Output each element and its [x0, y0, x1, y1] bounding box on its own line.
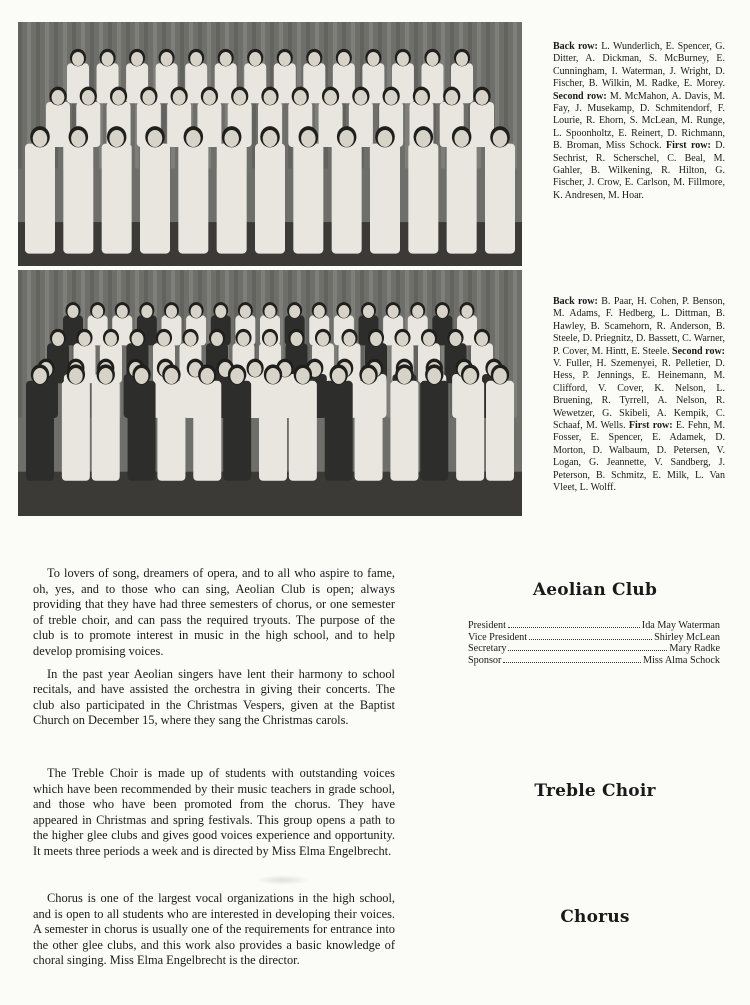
- person-face: [135, 368, 149, 384]
- person-body: [140, 144, 170, 254]
- caption-names: D. Sechrist, R. Scherschel, C. Beal, M. Gahler, B. Wilkening, R. Hilton, G. Fischer, J. Crow, E. Carlson, M. Fillmore, K. Andresen, M. Hoar.: [553, 140, 725, 201]
- caption-names: V. Fuller, H. Szemenyei, R. Pelletier, D. Hess, P. Jennings, E. Heinemann, M. Clifford, V. Cover, K. Nelson, L. Bruening, R. Tyrrell, A. Nelson, R. Wewetzer, G. Skibeli, A. Kempik, C. Schaaf, M. Wells.: [553, 358, 725, 432]
- person-face: [397, 332, 409, 346]
- person-face: [105, 332, 117, 346]
- aeolian-club-description: [33, 566, 395, 729]
- officers-list: [468, 620, 720, 666]
- chorus-heading: Chorus: [560, 907, 630, 927]
- person-face: [437, 305, 448, 318]
- person-face: [445, 90, 458, 105]
- officer-name: Mary Radke: [669, 643, 720, 655]
- caption-names: L. Wunderlich, E. Spencer, G. Ditter, A. Dickman, S. McBurney, E. Cunningham, I. Waterman, J. Wright, D. Fischer, B. Wilkin, M. Radke, E. Morey.: [553, 41, 725, 90]
- person-body: [25, 144, 55, 254]
- treble-choir-description: [33, 766, 395, 860]
- person-face: [112, 90, 125, 105]
- person-body: [325, 381, 353, 481]
- person-body: [293, 144, 323, 254]
- photo-caption-aeolian: [553, 41, 725, 202]
- person-face: [203, 90, 216, 105]
- person-face: [240, 305, 251, 318]
- leader-dots: [508, 650, 667, 651]
- person-face: [415, 90, 428, 105]
- person-face: [423, 332, 435, 346]
- person-face: [215, 305, 226, 318]
- person-face: [412, 305, 423, 318]
- caption-names: B. Paar, H. Cohen, P. Benson, M. Adams, F. Hedberg, L. Dittman, B. Hawley, B. Scamehorn, R. Anderson, B. Steele, D. Priegnitz, D. Bassett, C. Warner, P. Cover, M. Hintt, E. Steele.: [553, 296, 725, 357]
- group-photo-image: [18, 22, 522, 266]
- person-face: [224, 130, 238, 147]
- person-face: [92, 305, 103, 318]
- person-face: [332, 368, 346, 384]
- person-face: [398, 368, 412, 384]
- person-body: [223, 381, 251, 481]
- person-face: [132, 332, 144, 346]
- person-face: [493, 368, 507, 384]
- person-face: [354, 90, 367, 105]
- person-face: [69, 368, 83, 384]
- person-face: [378, 130, 392, 147]
- person-face: [416, 130, 430, 147]
- person-face: [190, 52, 202, 66]
- person-body: [259, 381, 287, 481]
- group-photo-image: [18, 270, 522, 516]
- person-face: [397, 52, 409, 66]
- person-face: [185, 332, 197, 346]
- person-face: [173, 90, 186, 105]
- person-body: [102, 144, 132, 254]
- person-face: [67, 305, 78, 318]
- person-face: [33, 368, 47, 384]
- person-face: [233, 90, 246, 105]
- person-face: [117, 305, 128, 318]
- person-body: [370, 144, 400, 254]
- person-body: [178, 144, 208, 254]
- person-face: [264, 90, 277, 105]
- person-face: [264, 305, 275, 318]
- caption-row-label: Second row:: [553, 90, 607, 102]
- treble-paragraph: The Treble Choir is made up of students with outstanding voices which have been recommended by their music teachers in grade school, and those who have been promoted from the chorus. They have appeared in Christmas and spring festivals. This group opens a path to the higher glee clubs and gives good voices experience and opportunity. It meets three periods a week and is directed by Miss Elma Engelbrecht.: [33, 766, 395, 858]
- person-face: [427, 52, 439, 66]
- officer-name: Miss Alma Schock: [643, 654, 720, 666]
- person-face: [493, 130, 507, 147]
- person-face: [362, 368, 376, 384]
- person-face: [200, 368, 214, 384]
- person-face: [220, 52, 232, 66]
- caption-names: M. McMahon, A. Davis, M. Fay, J. Musekamp, D. Schmitendorf, F. Lourie, R. Ehorn, S. McLean, M. Runge, L. Spoonholtz, E. Reinert, D. Richmann, B. Broman, Miss Schock.: [553, 90, 725, 152]
- officer-role: Vice President: [468, 631, 528, 643]
- person-body: [255, 144, 285, 254]
- person-face: [141, 305, 152, 318]
- officer-row: [468, 620, 720, 632]
- person-face: [142, 90, 155, 105]
- person-face: [71, 130, 85, 147]
- person-body: [447, 144, 477, 254]
- person-face: [456, 52, 468, 66]
- person-face: [308, 52, 320, 66]
- person-body: [26, 381, 54, 481]
- curtain-fold: [18, 270, 22, 418]
- person-body: [193, 381, 221, 481]
- person-face: [450, 332, 462, 346]
- person-face: [166, 305, 177, 318]
- person-face: [363, 305, 374, 318]
- officer-role: Sponsor: [468, 654, 502, 666]
- curtain-fold: [18, 22, 22, 168]
- person-face: [461, 305, 472, 318]
- officer-role: Secretary: [468, 643, 507, 655]
- person-body: [485, 144, 515, 254]
- caption-row-label: First row:: [628, 420, 673, 432]
- person-body: [390, 381, 418, 481]
- person-face: [266, 368, 280, 384]
- person-face: [385, 90, 398, 105]
- officer-role: President: [468, 620, 506, 631]
- person-face: [339, 130, 353, 147]
- person-body: [157, 381, 185, 481]
- aeolian-paragraph: To lovers of song, dreamers of opera, and to all who aspire to fame, oh, yes, and to those who can sing, Aeolian Club is open; always providing that they have had three semesters of chorus, or one semester of treble choir, and can pass the required tryouts. The purpose of the club is to promote interest in music in the high school, and to help develop promising voices.: [33, 566, 395, 658]
- caption-row-label: Back row:: [553, 296, 598, 307]
- person-body: [92, 381, 120, 481]
- leader-dots: [529, 639, 652, 640]
- person-face: [476, 90, 489, 105]
- person-face: [131, 52, 143, 66]
- person-face: [427, 368, 441, 384]
- person-face: [102, 52, 114, 66]
- person-body: [408, 144, 438, 254]
- person-face: [324, 90, 337, 105]
- person-face: [476, 332, 488, 346]
- person-body: [62, 381, 90, 481]
- person-face: [109, 130, 123, 147]
- person-face: [388, 305, 399, 318]
- leader-dots: [508, 627, 640, 628]
- person-body: [332, 144, 362, 254]
- person-face: [338, 305, 349, 318]
- person-face: [230, 368, 244, 384]
- officer-row: [468, 632, 720, 644]
- leader-dots: [503, 662, 641, 663]
- person-face: [249, 52, 261, 66]
- officer-row: [468, 643, 720, 655]
- officer-name: Ida May Waterman: [641, 620, 720, 631]
- person-face: [338, 52, 350, 66]
- treble-choir-heading: Treble Choir: [534, 781, 656, 801]
- person-face: [314, 305, 325, 318]
- person-face: [249, 362, 262, 377]
- person-face: [317, 332, 329, 346]
- person-body: [355, 381, 383, 481]
- person-face: [148, 130, 162, 147]
- person-face: [99, 368, 113, 384]
- person-face: [454, 130, 468, 147]
- person-face: [296, 368, 310, 384]
- aeolian-paragraph: In the past year Aeolian singers have lent their harmony to school recitals, and have assisted the orchestra in giving their concerts. The club also participated in the Christmas Vespers, given at the Baptist Church on December 15, where they sang the Christmas carols.: [33, 666, 395, 728]
- chorus-description: [33, 891, 395, 969]
- person-body: [456, 381, 484, 481]
- person-face: [191, 305, 202, 318]
- person-face: [211, 332, 223, 346]
- caption-row-label: Second row:: [672, 345, 725, 357]
- person-face: [79, 332, 91, 346]
- person-face: [344, 332, 356, 346]
- person-face: [289, 305, 300, 318]
- person-face: [161, 52, 173, 66]
- caption-row-label: Back row:: [553, 41, 598, 52]
- person-face: [301, 130, 315, 147]
- person-face: [279, 52, 291, 66]
- aeolian-club-group-photo: [18, 22, 522, 266]
- person-face: [33, 130, 47, 147]
- aeolian-club-heading: Aeolian Club: [532, 580, 658, 600]
- print-smudge: [255, 875, 310, 885]
- person-body: [420, 381, 448, 481]
- caption-row-label: First row:: [666, 140, 711, 152]
- person-body: [63, 144, 93, 254]
- person-face: [82, 90, 95, 105]
- person-face: [291, 332, 303, 346]
- person-face: [52, 332, 64, 346]
- person-face: [72, 52, 84, 66]
- person-face: [294, 90, 307, 105]
- person-body: [289, 381, 317, 481]
- person-face: [158, 332, 170, 346]
- photo-caption-treble: [553, 296, 725, 495]
- person-body: [470, 102, 494, 147]
- person-face: [264, 332, 276, 346]
- chorus-paragraph: Chorus is one of the largest vocal organizations in the high school, and is open to all students who are interested in developing their voices. A semester in chorus is usually one of the requirements for entrance into the other glee clubs, and this work also provides a basic knowledge of choral singing. Miss Elma Engelbrecht is the director.: [33, 891, 395, 968]
- caption-names: E. Fehn, M. Fosser, E. Spencer, E. Adamek, D. Morton, D. Walbaum, D. Petersen, V. Logan, G. Jeannette, V. Sandberg, J. Peterson, B. Schmitz, E. Milk, L. Van Vleet, L. Wolff.: [553, 420, 725, 494]
- person-body: [128, 381, 156, 481]
- officer-row: [468, 655, 720, 667]
- person-face: [263, 130, 277, 147]
- person-face: [370, 332, 382, 346]
- person-face: [238, 332, 250, 346]
- officer-name: Shirley McLean: [654, 631, 720, 643]
- person-face: [52, 90, 65, 105]
- person-body: [486, 381, 514, 481]
- person-face: [165, 368, 179, 384]
- person-face: [367, 52, 379, 66]
- person-face: [463, 368, 477, 384]
- person-body: [46, 102, 70, 147]
- treble-choir-group-photo: [18, 270, 522, 516]
- person-body: [217, 144, 247, 254]
- person-face: [186, 130, 200, 147]
